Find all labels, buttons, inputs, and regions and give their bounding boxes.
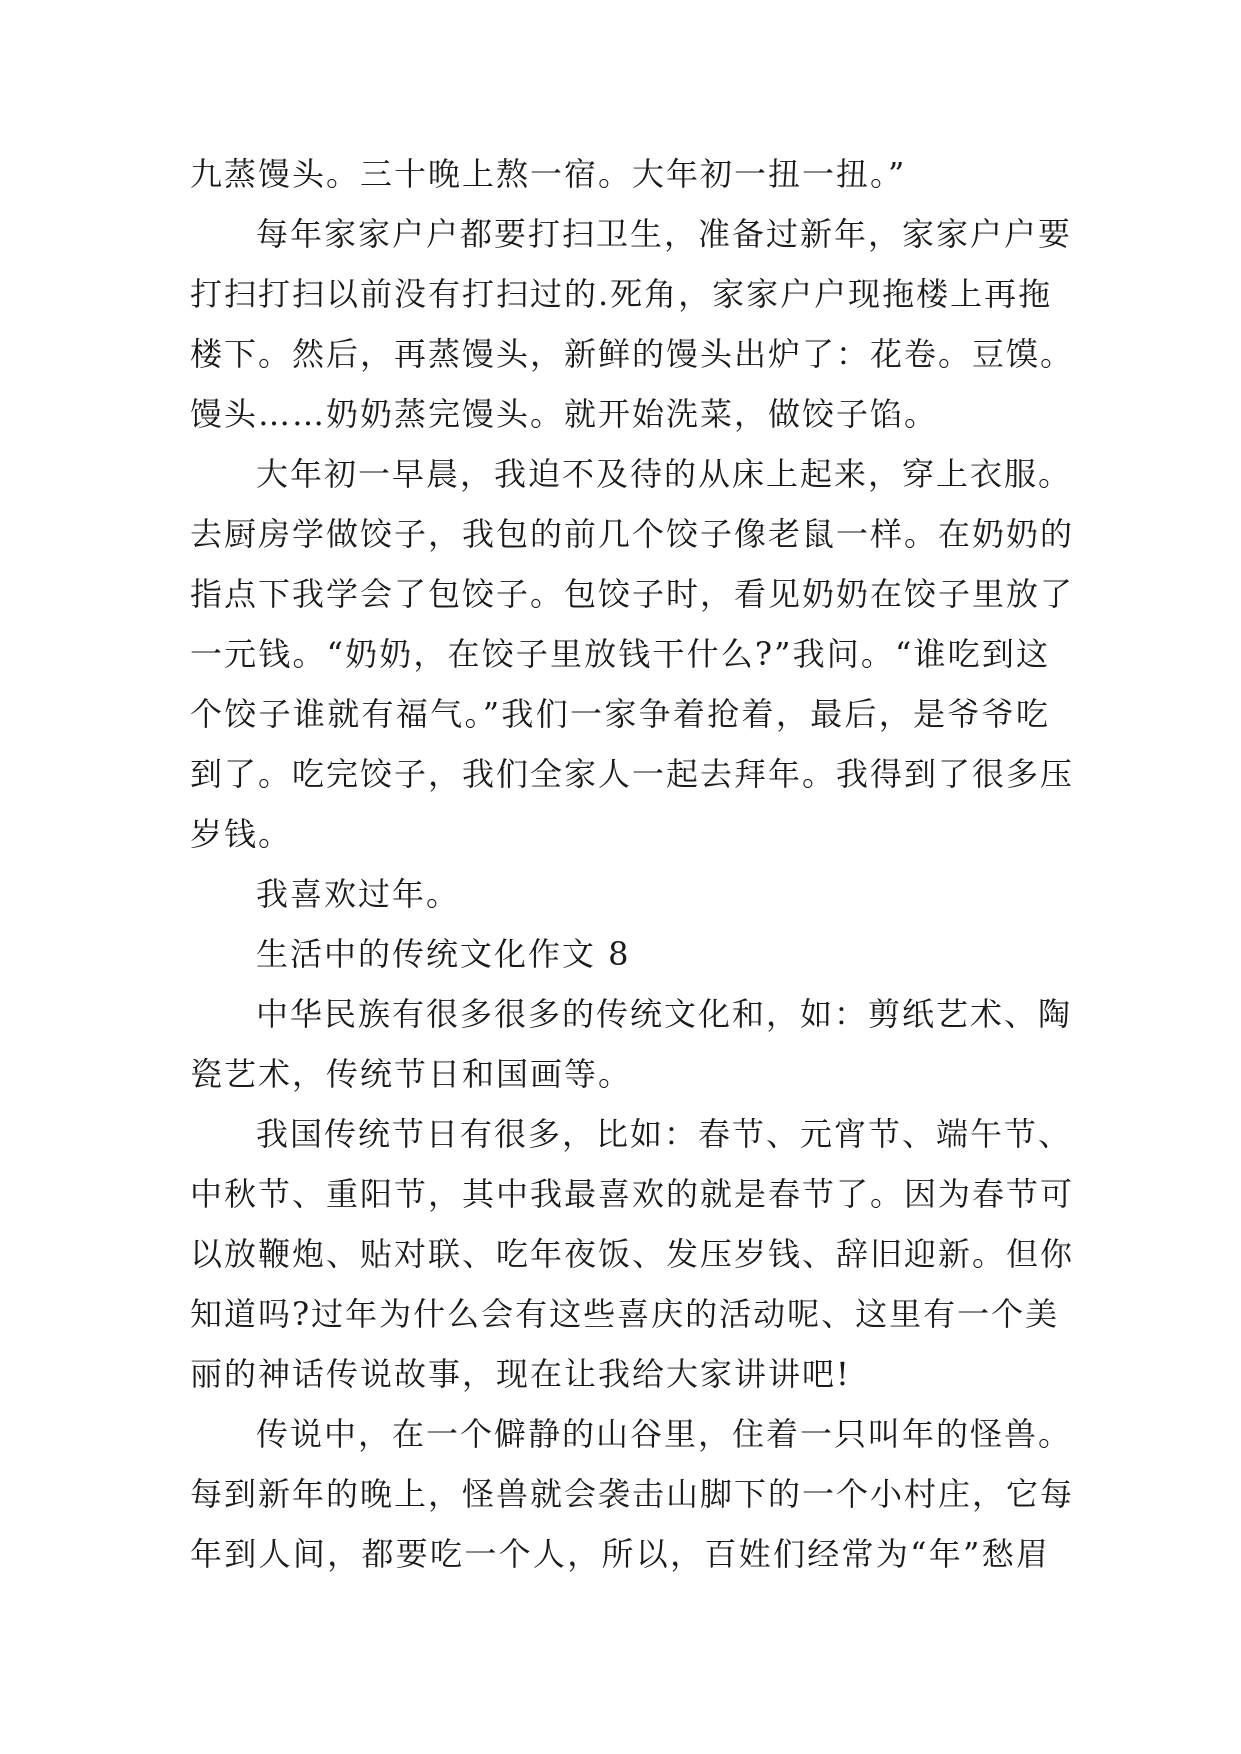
text-line: 馒头……奶奶蒸完馒头。就开始洗菜，做饺子馅。: [190, 395, 939, 433]
text-line: 生活中的传统文化作文 8: [256, 935, 631, 973]
text-line: 每年家家户户都要打扫卫生，准备过新年，家家户户要: [256, 215, 1073, 253]
text-line: 个饺子谁就有福气。”我们一家争着抢着，最后，是爷爷吃: [190, 695, 1050, 733]
text-line: 中秋节、重阳节，其中我最喜欢的就是春节了。因为春节可: [190, 1175, 1075, 1213]
text-line: 去厨房学做饺子，我包的前几个饺子像老鼠一样。在奶奶的: [190, 515, 1075, 553]
text-line: 我国传统节日有很多，比如：春节、元宵节、端午节、: [256, 1115, 1073, 1153]
text-line: 岁钱。: [190, 815, 293, 853]
text-line: 打扫打扫以前没有打扫过的.死角，家家户户现拖楼上再拖: [190, 275, 1053, 313]
text-line: 九蒸馒头。三十晚上熬一宿。大年初一扭一扭。”: [190, 155, 907, 193]
text-line: 年到人间，都要吃一个人，所以，百姓们经常为“年”愁眉: [190, 1535, 1050, 1573]
text-line: 我喜欢过年。: [256, 875, 461, 913]
text-line: 到了。吃完饺子，我们全家人一起去拜年。我得到了很多压: [190, 755, 1075, 793]
text-line: 指点下我学会了包饺子。包饺子时，看见奶奶在饺子里放了: [190, 575, 1075, 613]
text-line: 传说中，在一个僻静的山谷里，住着一只叫年的怪兽。: [256, 1415, 1073, 1453]
text-line: 楼下。然后，再蒸馒头，新鲜的馒头出炉了：花卷。豆馍。: [190, 335, 1075, 373]
text-line: 瓷艺术，传统节日和国画等。: [190, 1055, 633, 1093]
text-line: 丽的神话传说故事，现在让我给大家讲讲吧!: [190, 1355, 851, 1393]
document-body: [190, 144, 1075, 1584]
text-line: 一元钱。“奶奶，在饺子里放钱干什么?”我问。“谁吃到这: [190, 635, 1050, 673]
text-line: 每到新年的晚上，怪兽就会袭击山脚下的一个小村庄，它每: [190, 1475, 1075, 1513]
text-line: 大年初一早晨，我迫不及待的从床上起来，穿上衣服。: [256, 455, 1073, 493]
text-line: 中华民族有很多很多的传统文化和，如：剪纸艺术、陶: [256, 995, 1073, 1033]
text-line: 知道吗?过年为什么会有这些喜庆的活动呢、这里有一个美: [190, 1295, 1060, 1333]
text-line: 以放鞭炮、贴对联、吃年夜饭、发压岁钱、辞旧迎新。但你: [190, 1235, 1075, 1273]
